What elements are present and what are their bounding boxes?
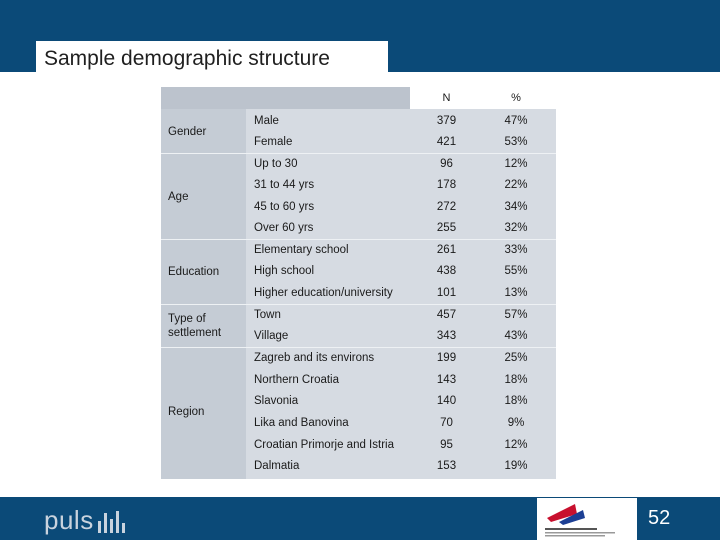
row-label: Male <box>254 114 279 127</box>
category-type-of-settlement: Type of settlement <box>168 313 222 339</box>
table-row <box>246 196 556 218</box>
row-label: Higher education/university <box>254 286 393 299</box>
row-percent: 34% <box>504 200 528 213</box>
row-percent: 9% <box>507 416 525 429</box>
row-n: 438 <box>436 265 457 278</box>
table-row <box>246 412 556 434</box>
row-percent: 57% <box>504 308 528 321</box>
row-percent: 53% <box>504 136 528 149</box>
partner-logo <box>537 498 637 540</box>
row-percent: 13% <box>504 286 528 299</box>
row-percent: 55% <box>504 265 528 278</box>
row-label: Dalmatia <box>254 460 300 473</box>
row-n: 457 <box>436 308 457 321</box>
row-label: 31 to 44 yrs <box>254 179 315 192</box>
row-percent: 19% <box>504 460 528 473</box>
category-column <box>161 109 246 479</box>
row-label: Slavonia <box>254 395 299 408</box>
row-percent: 22% <box>504 179 528 192</box>
row-n: 140 <box>436 395 457 408</box>
row-label: High school <box>254 265 315 278</box>
table-row <box>246 132 556 154</box>
row-label: Northern Croatia <box>254 373 340 386</box>
row-percent: 32% <box>504 222 528 235</box>
table-row <box>246 239 556 261</box>
row-label: Town <box>254 308 281 321</box>
row-n: 343 <box>436 330 457 343</box>
category-gender: Gender <box>168 126 207 138</box>
row-n: 379 <box>436 114 457 127</box>
slide-title: Sample demographic structure <box>44 47 330 70</box>
table-row <box>246 369 556 391</box>
table-row <box>246 304 556 326</box>
column-header-n: N <box>419 87 474 109</box>
table-row <box>246 456 556 478</box>
row-n: 95 <box>440 438 453 451</box>
row-percent: 47% <box>504 114 528 127</box>
table-row <box>246 175 556 197</box>
row-n: 255 <box>436 222 457 235</box>
row-label: Up to 30 <box>254 157 298 170</box>
row-percent: 12% <box>504 157 528 170</box>
row-label: Female <box>254 136 293 149</box>
table-row <box>246 282 556 304</box>
table-row <box>246 218 556 240</box>
row-n: 272 <box>436 200 457 213</box>
row-n: 70 <box>440 416 453 429</box>
row-label: Over 60 yrs <box>254 222 314 235</box>
row-label: Zagreb and its environs <box>254 351 375 364</box>
category-education: Education <box>168 266 220 278</box>
table-row <box>246 153 556 175</box>
row-n: 143 <box>436 373 457 386</box>
table-row <box>246 261 556 283</box>
row-n: 96 <box>440 157 453 170</box>
page-number: 52 <box>648 507 671 529</box>
row-percent: 33% <box>504 243 528 256</box>
demographic-table <box>161 87 556 479</box>
table-row <box>246 434 556 456</box>
puls-logo <box>44 503 128 533</box>
row-label: Village <box>254 330 289 343</box>
row-percent: 43% <box>504 330 528 343</box>
row-label: Croatian Primorje and Istria <box>254 438 394 451</box>
table-row <box>246 347 556 369</box>
row-n: 199 <box>436 351 457 364</box>
row-label: Elementary school <box>254 243 349 256</box>
row-percent: 18% <box>504 395 528 408</box>
row-percent: 25% <box>504 351 528 364</box>
column-header-percent: % <box>484 87 548 109</box>
table-row <box>246 391 556 413</box>
row-n: 101 <box>436 286 457 299</box>
row-percent: 12% <box>504 438 528 451</box>
row-n: 261 <box>436 243 457 256</box>
partner-logo-graphic <box>537 498 637 540</box>
category-region: Region <box>168 406 205 418</box>
table-header-blank <box>161 87 410 109</box>
row-label: Lika and Banovina <box>254 416 349 429</box>
table-row <box>246 326 556 348</box>
row-n: 153 <box>436 460 457 473</box>
row-percent: 18% <box>504 373 528 386</box>
table-row <box>246 110 556 132</box>
row-n: 421 <box>436 136 457 149</box>
category-age: Age <box>168 191 189 203</box>
signal-bars-icon <box>98 509 128 533</box>
row-n: 178 <box>436 179 457 192</box>
row-label: 45 to 60 yrs <box>254 200 315 213</box>
brand-name: puls <box>44 505 94 535</box>
